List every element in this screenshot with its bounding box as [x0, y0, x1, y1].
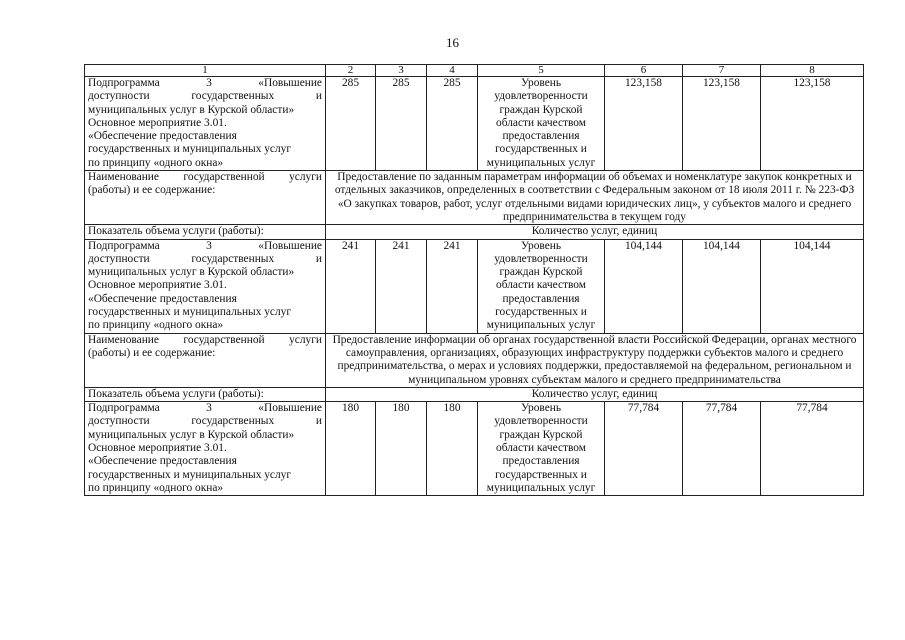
service-description: Предоставление по заданным параметрам информации об объемах и номенклатуре закупок конкретных и отдельных заказчиков, определенных в соответствии с Федеральным законом от 18 июля 2011 г. № 223-ФЗ «О закупках товаров, работ, услуг отдельными видами юридических лиц», у субъектов малого и среднего предпринимательства в текущем году — [326, 171, 864, 225]
value-cell: 77,784 — [605, 402, 683, 496]
subprogram-cell — [85, 402, 326, 442]
value-cell: 241 — [427, 239, 478, 333]
value-cell: 241 — [376, 239, 427, 333]
measure-line: по принципу «одного окна» — [88, 319, 224, 332]
value-cell: 77,784 — [683, 402, 761, 496]
measure-line: Основное мероприятие 3.01. — [88, 279, 227, 292]
subprogram-line: муниципальных услуг в Курской области» — [88, 266, 295, 279]
value-cell: 180 — [427, 402, 478, 496]
subprogram-cell — [85, 239, 326, 279]
measure-line: государственных и муниципальных услуг — [88, 143, 292, 156]
measure-line: «Обеспечение предоставления — [88, 130, 237, 143]
measure-line: «Обеспечение предоставления — [88, 292, 237, 305]
table-row — [85, 225, 864, 239]
service-description: Предоставление информации об органах государственной власти Российской Федерации, органах местного самоуправления, организациях, образующих инфраструктуру поддержки субъектов малого и среднего предпринимательства, о мерах и условиях поддержки, предоставляемой на федеральном, региональном и муниципальном уровнях субъектам малого и среднего предпринимательства — [326, 333, 864, 387]
measure-line: Основное мероприятие 3.01. — [88, 442, 227, 455]
subprogram-line: доступности государственных и — [88, 415, 322, 428]
indicator-cell: Уровень удовлетворенности граждан Курской области качеством предоставления государственных и муниципальных услуг — [478, 402, 605, 496]
header-row — [85, 65, 864, 77]
volume-label: Показатель объема услуги (работы): — [85, 387, 326, 401]
measure-cell — [85, 442, 326, 496]
value-cell: 285 — [427, 77, 478, 171]
measure-cell — [85, 279, 326, 333]
value-cell: 285 — [376, 77, 427, 171]
measure-line: государственных и муниципальных услуг — [88, 306, 292, 319]
table-row — [85, 402, 864, 442]
measure-line: государственных и муниципальных услуг — [88, 468, 292, 481]
column-header: 6 — [605, 65, 683, 77]
value-cell: 123,158 — [605, 77, 683, 171]
indicator-cell: Уровень удовлетворенности граждан Курской области качеством предоставления государственных и муниципальных услуг — [478, 77, 605, 171]
measure-cell — [85, 117, 326, 171]
subprogram-line: доступности государственных и — [88, 252, 322, 265]
measure-line: по принципу «одного окна» — [88, 156, 224, 169]
column-header: 1 — [85, 65, 326, 77]
value-cell: 104,144 — [605, 239, 683, 333]
column-header: 7 — [683, 65, 761, 77]
value-cell: 180 — [326, 402, 376, 496]
page-number: 16 — [446, 35, 459, 50]
value-cell: 123,158 — [761, 77, 864, 171]
table-row — [85, 77, 864, 117]
column-header: 8 — [761, 65, 864, 77]
subprogram-line: доступности государственных и — [88, 90, 322, 103]
measure-line: по принципу «одного окна» — [88, 481, 224, 494]
subprogram-line: Подпрограмма 3 «Повышение — [88, 77, 322, 89]
table-row — [85, 171, 864, 225]
volume-value: Количество услуг, единиц — [326, 387, 864, 401]
indicator-cell: Уровень удовлетворенности граждан Курской области качеством предоставления государственных и муниципальных услуг — [478, 239, 605, 333]
table-row — [85, 239, 864, 279]
table-row — [85, 333, 864, 387]
value-cell: 180 — [376, 402, 427, 496]
program-table — [84, 64, 864, 496]
service-label: Наименование государственной услуги (работы) и ее содержание: — [85, 333, 326, 387]
value-cell: 104,144 — [761, 239, 864, 333]
subprogram-line: муниципальных услуг в Курской области» — [88, 428, 295, 441]
service-label: Наименование государственной услуги (работы) и ее содержание: — [85, 171, 326, 225]
column-header: 2 — [326, 65, 376, 77]
value-cell: 104,144 — [683, 239, 761, 333]
measure-line: «Обеспечение предоставления — [88, 455, 237, 468]
table-row — [85, 387, 864, 401]
column-header: 3 — [376, 65, 427, 77]
value-cell: 241 — [326, 239, 376, 333]
volume-value: Количество услуг, единиц — [326, 225, 864, 239]
column-header: 4 — [427, 65, 478, 77]
subprogram-cell — [85, 77, 326, 117]
subprogram-line: Подпрограмма 3 «Повышение — [88, 402, 322, 415]
value-cell: 77,784 — [761, 402, 864, 496]
column-header: 5 — [478, 65, 605, 77]
measure-line: Основное мероприятие 3.01. — [88, 116, 227, 129]
value-cell: 123,158 — [683, 77, 761, 171]
value-cell: 285 — [326, 77, 376, 171]
volume-label: Показатель объема услуги (работы): — [85, 225, 326, 239]
subprogram-line: Подпрограмма 3 «Повышение — [88, 239, 322, 252]
subprogram-line: муниципальных услуг в Курской области» — [88, 103, 295, 116]
